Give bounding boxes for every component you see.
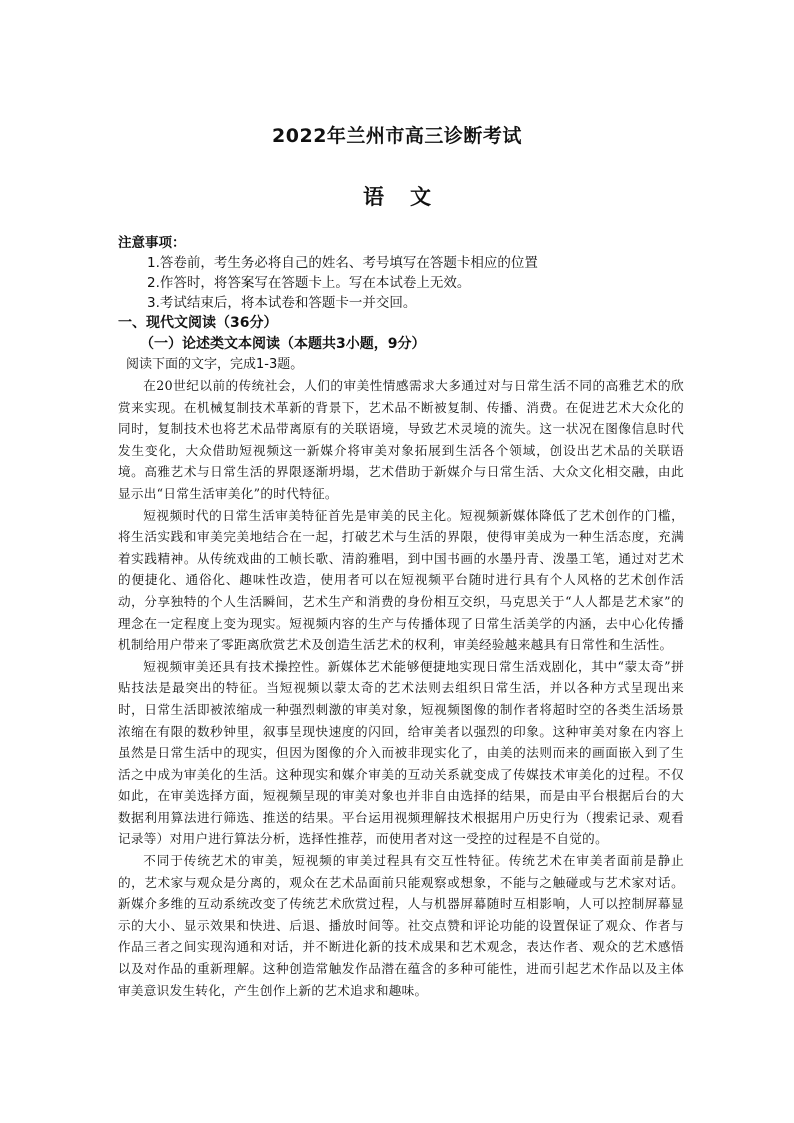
notice-item: 2.作答时，将答案写在答题卡上。写在本试卷上无效。 (147, 275, 471, 291)
notice-item: 3.考试结束后，将本试卷和答题卡一并交回。 (147, 295, 417, 311)
subject-title-char: 语 (363, 185, 384, 209)
passage-paragraph: 在20世纪以前的传统社会，人们的审美性情感需求大多通过对与日常生活不同的高雅艺术的欣赏来实现。在机械复制技术革新的背景下，艺术品不断被复制、传播、消费。在促进艺术大众化的同时，复制技术也将艺术品带离原有的关联语境，导致艺术灵境的流失。这一状况在图像信息时代发生变化，大众借助短视频这一新媒介将审美对象拓展到生活各个领域，创设出艺术品的关联语境。高雅艺术与日常生活的界限逐渐坍塌，艺术借助于新媒介与日常生活、大众文化相交融，由此显示出“日常生活审美化”的时代特征。 (118, 378, 684, 501)
passage-paragraph: 短视频审美还具有技术操控性。新媒体艺术能够便捷地实现日常生活戏剧化，其中“蒙太奇”拼贴技法是最突出的特征。当短视频以蒙太奇的艺术法则去组织日常生活，并以各种方式呈现出来时，日常生活即被浓缩成一种强烈刺激的审美对象，短视频图像的制作者将超时空的各类生活场景浓缩在有限的数秒钟里，叙事呈现快速度的闪回，给审美者以强烈的印象。这种审美对象在内容上虽然是日常生活中的现实，但因为图像的介入而被非现实化了，由美的法则而来的画面嵌入到了生活之中成为审美化的生活。这种现实和媒介审美的互动关系就变成了传媒技术审美化的过程。不仅如此，在审美选择方面，短视频呈现的审美对象也并非自由选择的结果，而是由平台根据后台的大数据利用算法进行筛选、推送的结果。平台运用视频理解技术根据用户历史行为（搜索记录、观看记录等）对用户进行算法分析，选择性推荐，而使用者对这一受控的过程是不自觉的。 (118, 658, 684, 847)
notice-item: 1.答卷前，考生务必将自己的姓名、考号填写在答题卡相应的位置 (147, 255, 538, 271)
exam-title: 2022年兰州市高三诊断考试 (272, 125, 522, 147)
passage-paragraph: 短视频时代的日常生活审美特征首先是审美的民主化。短视频新媒体降低了艺术创作的门槛，将生活实践和审美完美地结合在一起，打破艺术与生活的界限，使得审美成为一种生活态度，充满着实践精神。从传统戏曲的工帧长歌、清韵雅唱，到中国书画的水墨丹青、泼墨工笔，通过对艺术的便捷化、通俗化、趣味性改造，使用者可以在短视频平台随时进行具有个人风格的艺术创作活动，分享独特的个人生活瞬间，艺术生产和消费的身份相互交织，马克思关于“人人都是艺术家”的理念在一定程度上变为现实。短视频内容的生产与传播体现了日常生活美学的内涵，去中心化传播机制给用户带来了零距离欣赏艺术及创造生活艺术的权利，审美经验越来越具有日常性和生活性。 (118, 507, 684, 653)
section-heading: 一、现代文阅读（36分） (118, 315, 278, 331)
exam-content (118, 233, 684, 1001)
subject-title-char: 文 (410, 185, 431, 209)
reading-instruction: 阅读下面的文字，完成1-3题。 (126, 357, 304, 372)
subject-title (0, 181, 794, 211)
subsection-heading: （一）论述类文本阅读（本题共3小题，9分） (140, 336, 426, 352)
passage-paragraph: 不同于传统艺术的审美，短视频的审美过程具有交互性特征。传统艺术在审美者面前是静止的，艺术家与观众是分离的，观众在艺术品面前只能观察或想象，不能与之触碰或与艺术家对话。新媒介多维的互动系统改变了传统艺术欣赏过程，人与机器屏幕随时互相影响，人可以控制屏幕显示的大小、显示效果和快进、后退、播放时间等。社交点赞和评论功能的设置保证了观众、作者与作品三者之间实现沟通和对话，并不断进化新的技术成果和艺术观念，表达作者、观众的艺术感悟以及对作品的重新理解。这种创造常触发作品潜在蕴含的多种可能性，进而引起艺术作品以及主体审美意识发生转化，产生创作上新的艺术追求和趣味。 (118, 853, 684, 998)
notice-heading: 注意事项： (118, 235, 186, 251)
